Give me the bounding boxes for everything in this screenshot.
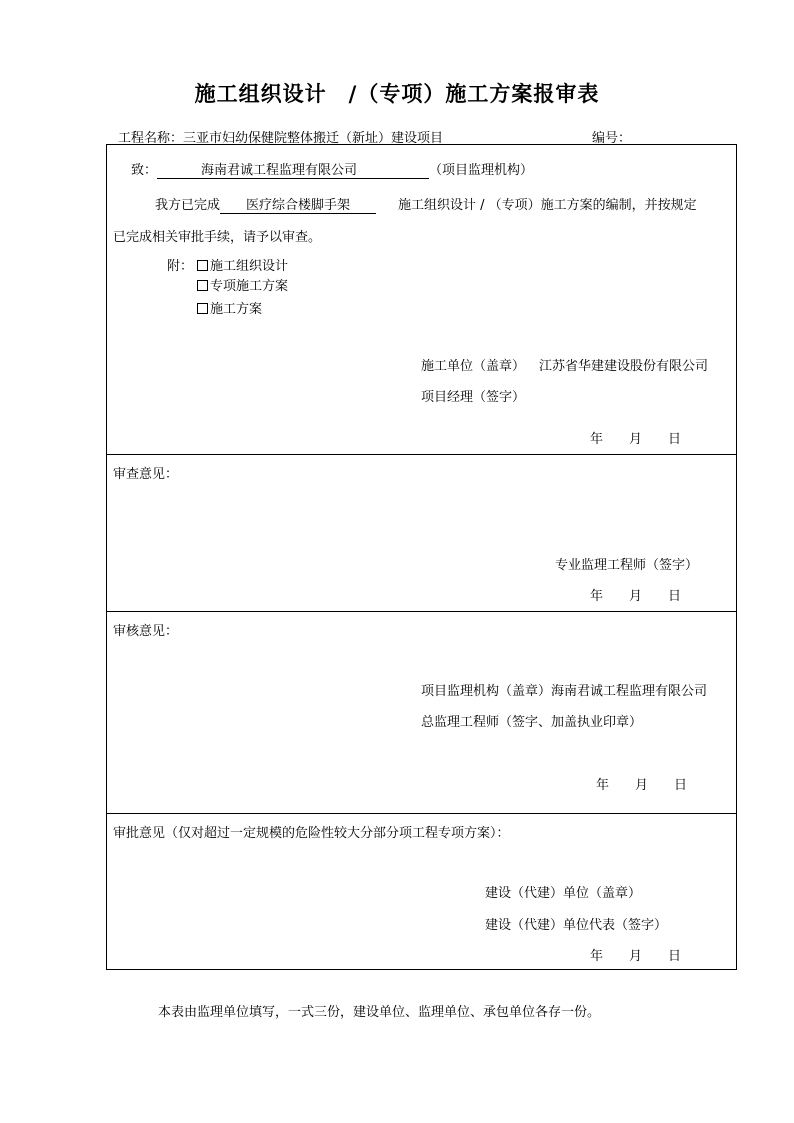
attach-item: 专项施工方案 <box>197 275 288 294</box>
date-line: 年 月 日 <box>590 589 682 604</box>
date-line: 年 月 日 <box>590 432 682 447</box>
checkbox-icon[interactable] <box>197 280 208 291</box>
footer-note: 本表由监理单位填写，一式三份，建设单位、监理单位、承包单位各存一份。 <box>158 1005 601 1020</box>
completion-line-2: 已完成相关审批手续，请予以审查。 <box>113 230 322 245</box>
p1-prefix: 我方已完成 <box>155 198 221 213</box>
to-label: 致： <box>131 163 158 178</box>
to-value: 海南君诚工程监理有限公司 <box>157 159 429 179</box>
supervisor-label: 项目监理机构（盖章） <box>421 684 552 699</box>
title-part2: /（专项）施工方案报审表 <box>348 81 600 106</box>
title-part1: 施工组织设计 <box>194 81 327 106</box>
project-name: 三亚市妇幼保健院整体搬迁（新址）建设项目 <box>183 131 444 146</box>
plan-name: 医疗综合楼脚手架 <box>220 194 376 214</box>
date-line: 年 月 日 <box>590 949 682 964</box>
number-label: 编号： <box>592 131 632 146</box>
contractor-value: 江苏省华建建设股份有限公司 <box>539 359 709 374</box>
contractor-label: 施工单位（盖章） <box>421 359 526 374</box>
completion-line <box>155 194 697 214</box>
submission-section <box>106 144 737 455</box>
project-label: 工程名称： <box>118 131 184 146</box>
audit-section <box>106 611 737 814</box>
to-line <box>131 159 533 179</box>
owner-seal: 建设（代建）单位（盖章） <box>485 886 642 901</box>
date-line: 年 月 日 <box>596 778 688 793</box>
supervisor-line <box>421 680 707 699</box>
attach-item: 施工方案 <box>197 298 262 317</box>
manager-signature: 项目经理（签字） <box>421 390 526 405</box>
review-section <box>106 454 737 612</box>
checkbox-icon[interactable] <box>197 303 208 314</box>
page-title <box>0 78 794 108</box>
engineer-signature: 专业监理工程师（签字） <box>555 558 699 573</box>
p1-suffix: 施工组织设计 / （专项）施工方案的编制，并按规定 <box>398 198 697 213</box>
supervisor-value: 海南君诚工程监理有限公司 <box>551 684 708 699</box>
review-label: 审查意见： <box>113 467 179 482</box>
owner-rep-signature: 建设（代建）单位代表（签字） <box>485 918 668 933</box>
checkbox-icon[interactable] <box>197 260 208 271</box>
approval-section <box>106 813 737 970</box>
to-suffix: （项目监理机构） <box>429 163 534 178</box>
approval-label: 审批意见（仅对超过一定规模的危险性较大分部分项工程专项方案）： <box>113 826 510 841</box>
attach-label: 附： <box>167 259 194 274</box>
attach-item: 施工组织设计 <box>197 255 288 274</box>
contractor-line <box>421 355 708 374</box>
chief-signature: 总监理工程师（签字、加盖执业印章） <box>421 715 643 730</box>
audit-label: 审核意见： <box>113 624 179 639</box>
